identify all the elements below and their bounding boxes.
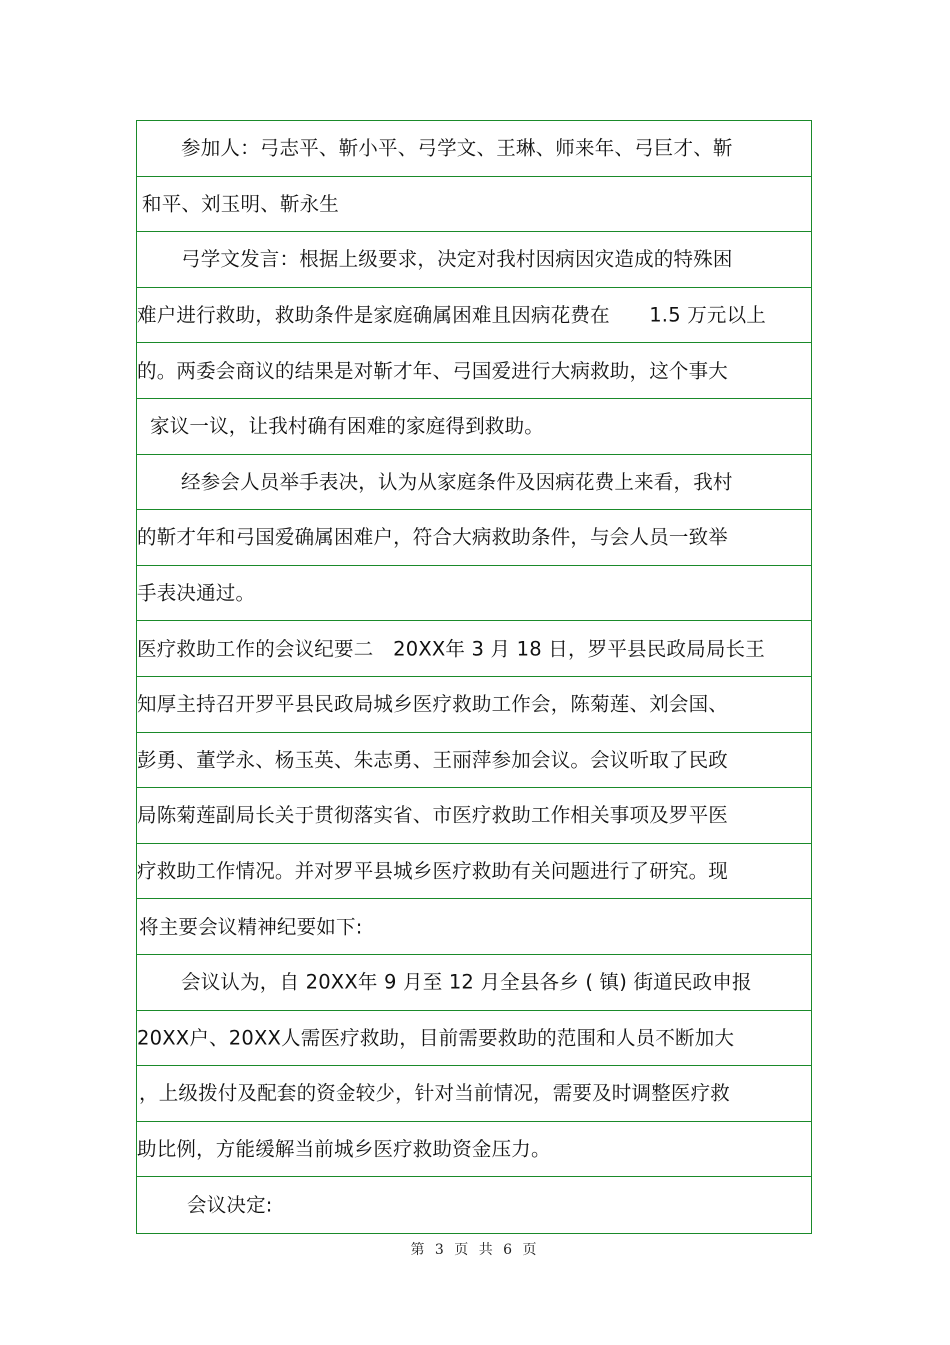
page-footer: 第 3 页 共 6 页 bbox=[410, 1242, 540, 1258]
table-row bbox=[137, 1011, 811, 1067]
table-row bbox=[137, 288, 811, 344]
text-line: 彭勇、董学永、杨玉英、朱志勇、王丽萍参加会议。会议听取了民政 bbox=[137, 748, 729, 772]
text-line: 弓学文发言：根据上级要求，决定对我村因病因灾造成的特殊困 bbox=[181, 247, 733, 271]
table-row bbox=[137, 621, 811, 677]
text-line: 会议决定: bbox=[187, 1193, 273, 1217]
document-table bbox=[136, 120, 812, 1234]
text-line: 的。两委会商议的结果是对靳才年、弓国爱进行大病救助，这个事大 bbox=[137, 358, 729, 382]
text-line: 参加人：弓志平、靳小平、弓学文、王琳、师来年、弓巨才、靳 bbox=[181, 136, 733, 160]
table-row bbox=[137, 955, 811, 1011]
text-line: 20XX户、20XX人需医疗救助，目前需要救助的范围和人员不断加大 bbox=[137, 1026, 735, 1050]
table-row bbox=[137, 399, 811, 455]
table-row bbox=[137, 455, 811, 511]
table-row bbox=[137, 1177, 811, 1233]
text-line: 医疗救助工作的会议纪要二 20XX年 3 月 18 日，罗平县民政局局长王 bbox=[137, 636, 765, 660]
text-line: 手表决通过。 bbox=[137, 581, 256, 605]
table-row bbox=[137, 1066, 811, 1122]
text-line: 助比例，方能缓解当前城乡医疗救助资金压力。 bbox=[137, 1137, 551, 1161]
table-row bbox=[137, 177, 811, 233]
text-line: 和平、刘玉明、靳永生 bbox=[142, 192, 340, 216]
table-row bbox=[137, 1122, 811, 1178]
table-row bbox=[137, 232, 811, 288]
table-row bbox=[137, 343, 811, 399]
text-line: 知厚主持召开罗平县民政局城乡医疗救助工作会，陈菊莲、刘会国、 bbox=[137, 692, 729, 716]
table-row bbox=[137, 510, 811, 566]
text-line: 难户进行救助，救助条件是家庭确属困难且因病花费在 1.5 万元以上 bbox=[137, 303, 767, 327]
table-row bbox=[137, 677, 811, 733]
text-line: 的靳才年和弓国爱确属困难户，符合大病救助条件，与会人员一致举 bbox=[137, 525, 729, 549]
text-line: 局陈菊莲副局长关于贯彻落实省、市医疗救助工作相关事项及罗平医 bbox=[137, 803, 729, 827]
table-row bbox=[137, 844, 811, 900]
text-line: 会议认为，自 20XX年 9 月至 12 月全县各乡 ( 镇) 街道民政申报 bbox=[181, 970, 752, 994]
table-row bbox=[137, 733, 811, 789]
text-line: 疗救助工作情况。并对罗平县城乡医疗救助有关问题进行了研究。现 bbox=[137, 859, 729, 883]
table-row bbox=[137, 566, 811, 622]
text-line: 家议一议，让我村确有困难的家庭得到救助。 bbox=[150, 414, 545, 438]
table-row bbox=[137, 121, 811, 177]
text-line: 将主要会议精神纪要如下: bbox=[139, 914, 363, 938]
text-line: ，上级拨付及配套的资金较少，针对当前情况，需要及时调整医疗救 bbox=[139, 1081, 731, 1105]
text-line: 经参会人员举手表决，认为从家庭条件及因病花费上来看，我村 bbox=[181, 470, 733, 494]
table-row bbox=[137, 788, 811, 844]
table-row bbox=[137, 899, 811, 955]
